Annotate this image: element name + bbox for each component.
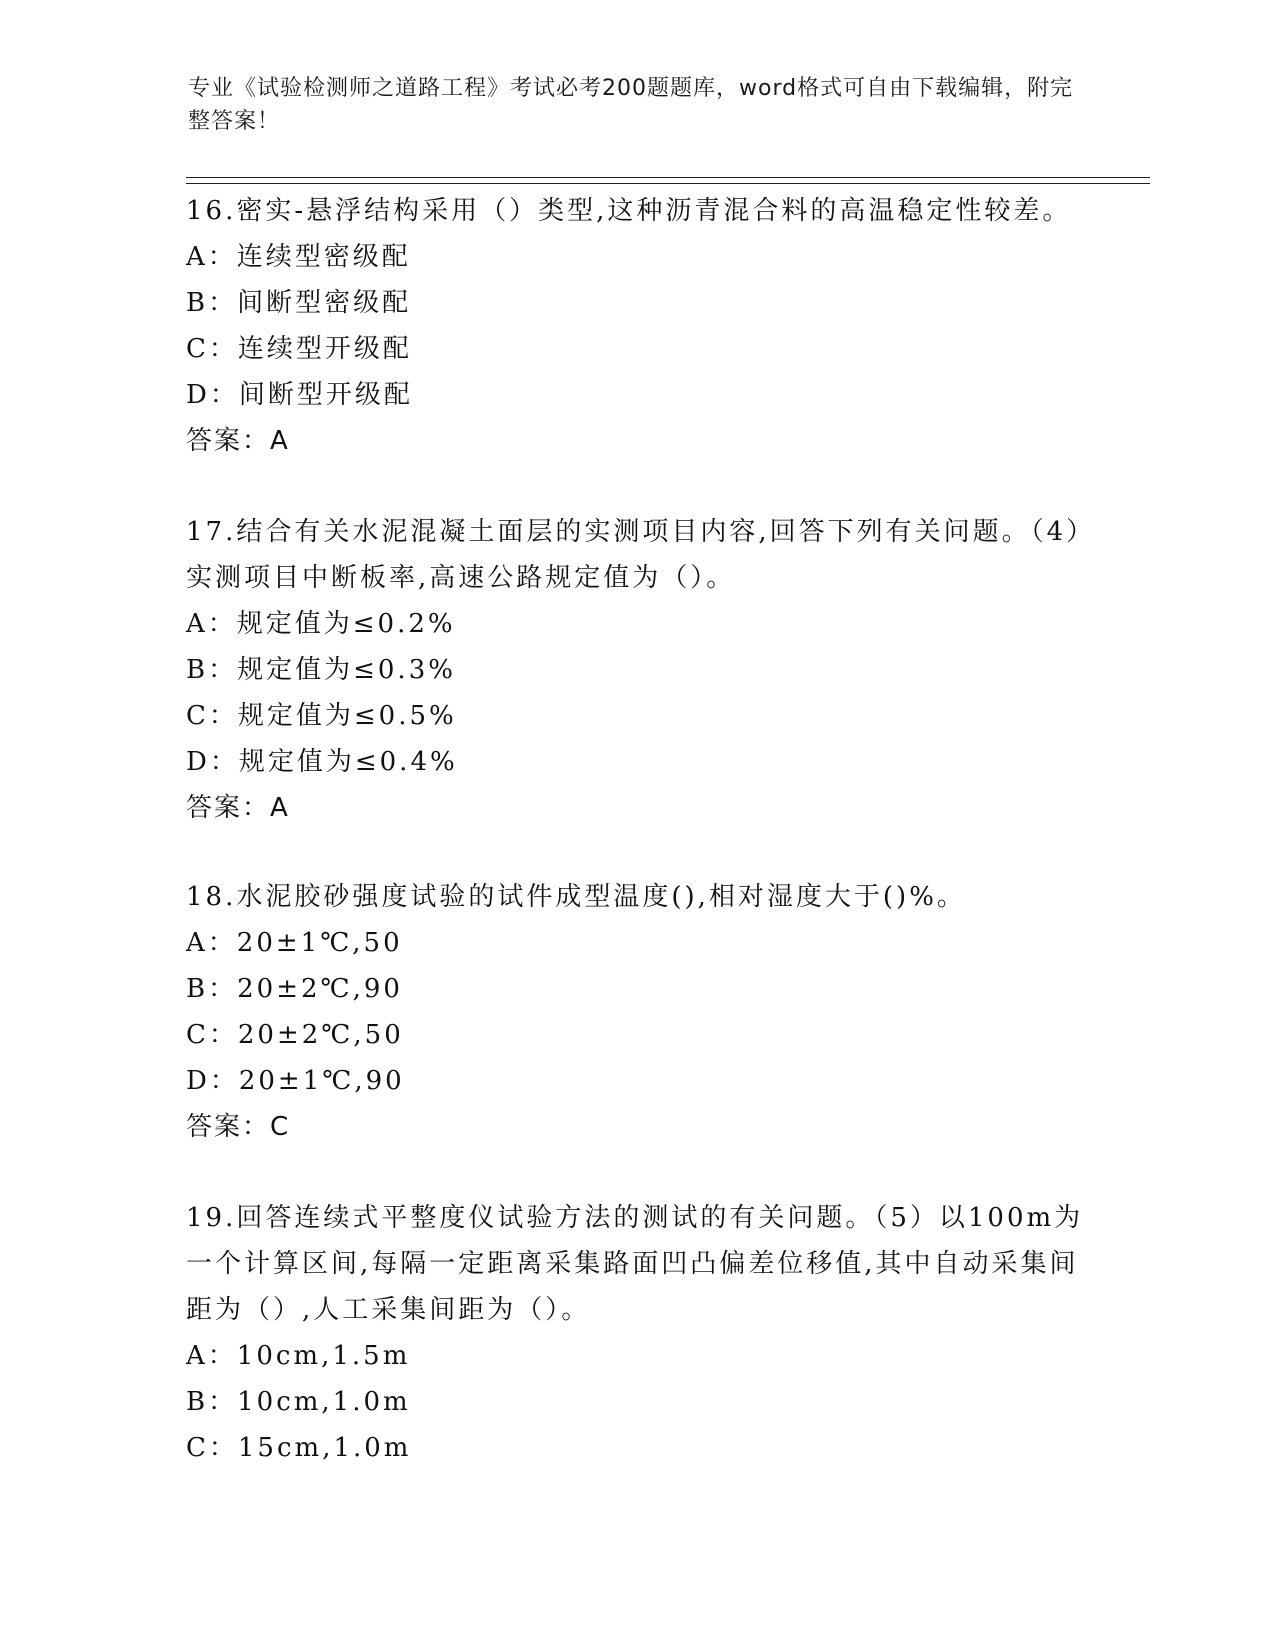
option-a: A：10cm,1.5m bbox=[186, 1341, 411, 1371]
option-b: B：间断型密级配 bbox=[186, 288, 412, 318]
document-intro: 专业《试验检测师之道路工程》考试必考200题题库，word格式可自由下载编辑，附完整答案！ bbox=[188, 76, 1074, 134]
answer-line: 答案：A bbox=[186, 793, 290, 823]
option-d: D：20±1℃,90 bbox=[186, 1066, 405, 1096]
question-18 bbox=[186, 874, 1086, 1150]
question-stem: 19.回答连续式平整度仪试验方法的测试的有关问题。（5）以100m为一个计算区间,每隔一定距离采集路面凹凸偏差位移值,其中自动采集间距为（）,人工采集间距为（）。 bbox=[186, 1203, 1084, 1325]
question-19 bbox=[186, 1195, 1086, 1471]
option-d: D：间断型开级配 bbox=[186, 380, 413, 410]
option-d: D：规定值为≤0.4% bbox=[186, 747, 458, 777]
option-b: B：10cm,1.0m bbox=[186, 1387, 411, 1417]
option-c: C：15cm,1.0m bbox=[186, 1433, 412, 1463]
option-a: A：20±1℃,50 bbox=[186, 928, 403, 958]
header-divider-top bbox=[186, 177, 1150, 178]
option-a: A：连续型密级配 bbox=[186, 242, 411, 272]
question-16 bbox=[186, 188, 1086, 464]
question-stem: 18.水泥胶砂强度试验的试件成型温度(),相对湿度大于()%。 bbox=[186, 882, 966, 912]
question-stem: 16.密实-悬浮结构采用（）类型,这种沥青混合料的高温稳定性较差。 bbox=[186, 196, 1072, 226]
option-c: C：20±2℃,50 bbox=[186, 1020, 404, 1050]
option-a: A：规定值为≤0.2% bbox=[186, 609, 456, 639]
option-c: C：连续型开级配 bbox=[186, 334, 412, 364]
question-17 bbox=[186, 509, 1086, 831]
question-stem: 17.结合有关水泥混凝土面层的实测项目内容,回答下列有关问题。（4）实测项目中断板率,高速公路规定值为（）。 bbox=[186, 517, 1083, 593]
answer-line: 答案：C bbox=[186, 1112, 291, 1142]
header-divider-bottom bbox=[186, 183, 1150, 184]
option-c: C：规定值为≤0.5% bbox=[186, 701, 457, 731]
option-b: B：规定值为≤0.3% bbox=[186, 655, 456, 685]
answer-line: 答案：A bbox=[186, 426, 290, 456]
option-b: B：20±2℃,90 bbox=[186, 974, 403, 1004]
